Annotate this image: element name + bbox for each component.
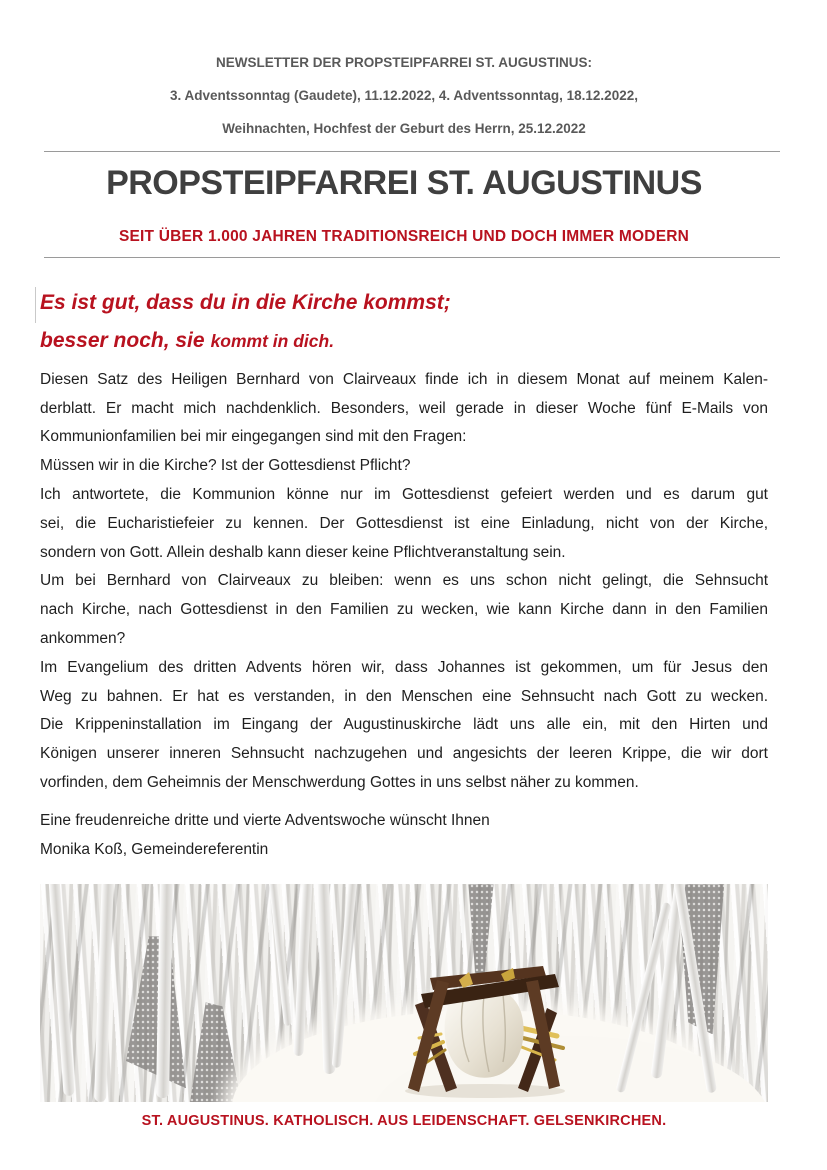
- divider-top: [44, 151, 780, 152]
- page-subtitle: SEIT ÜBER 1.000 JAHREN TRADITIONSREICH UND DOCH IMMER MODERN: [118, 227, 690, 245]
- body-line: ankommen?: [40, 629, 126, 647]
- body-line: Diesen Satz des Heiligen Bernhard von Clairveaux finde ich in diesem Monat auf meinem Kalen-: [40, 370, 768, 388]
- quote-line-1: Es ist gut, dass du in die Kirche kommst;: [40, 290, 451, 314]
- quote-line-2-large: besser noch, sie: [40, 328, 205, 352]
- body-line: Die Krippeninstallation im Eingang der Augustinuskirche lädt uns alle ein, mit den Hirten und: [40, 716, 768, 734]
- body-line: Monika Koß, Gemeindereferentin: [40, 840, 269, 858]
- text-frame-edge: [35, 287, 36, 323]
- body-text: [40, 366, 768, 865]
- body-line: nach Kirche, nach Gottesdienst in den Familien zu wecken, wie kann Kirche dann in den Familien: [40, 601, 768, 619]
- quote-block: [40, 284, 768, 360]
- wooden-manger: [385, 950, 585, 1100]
- glass-rod: [94, 884, 114, 1102]
- newsletter-header: [40, 0, 768, 145]
- body-line: vorfinden, dem Geheimnis der Menschwerdung Gottes in uns selbst näher zu kommen.: [40, 773, 639, 791]
- header-line-2: 3. Adventssonntag (Gaudete), 11.12.2022, 4. Adventssonntag, 18.12.2022,: [170, 88, 638, 103]
- footer-slogan: ST. AUGUSTINUS. KATHOLISCH. AUS LEIDENSCHAFT. GELSENKIRCHEN.: [141, 1113, 667, 1130]
- body-line: Kommunionfamilien bei mir eingegangen sind mit den Fragen:: [40, 428, 467, 446]
- krippe-photo: [40, 884, 768, 1102]
- body-line: derblatt. Er macht mich nachdenklich. Besonders, weil gerade in dieser Woche fünf E-Mails von: [40, 399, 768, 417]
- body-line: Müssen wir in die Kirche? Ist der Gottesdienst Pflicht?: [40, 457, 411, 475]
- glass-rod: [293, 884, 313, 1056]
- body-line: Im Evangelium des dritten Advents hören wir, dass Johannes ist gekommen, um für Jesus den: [40, 658, 768, 676]
- quote-line-2: [40, 322, 768, 360]
- header-line-1: NEWSLETTER DER PROPSTEIPFARREI ST. AUGUSTINUS:: [215, 55, 593, 70]
- glass-rod: [48, 884, 74, 1096]
- body-line: Königen unserer inneren Sehnsucht nachzugehen und angesichts der leeren Krippe, die wir dort: [40, 745, 768, 763]
- divider-bottom: [44, 257, 780, 258]
- quote-line-2-small: kommt in dich.: [210, 330, 335, 351]
- body-line: sondern von Gott. Allein deshalb kann dieser keine Pflichtveranstaltung sein.: [40, 543, 566, 561]
- header-line-3: Weihnachten, Hochfest der Geburt des Herrn, 25.12.2022: [222, 121, 586, 136]
- body-line: sei, die Eucharistiefeier zu kennen. Der Gottesdienst ist eine Einladung, nicht von der Kirche,: [40, 514, 768, 532]
- page-title: PROPSTEIPFARREI ST. AUGUSTINUS: [106, 164, 702, 202]
- glass-rod: [268, 884, 292, 1026]
- body-line: Um bei Bernhard von Clairveaux zu bleiben: wenn es uns schon nicht gelingt, die Sehnsucht: [40, 572, 768, 590]
- body-line: Eine freudenreiche dritte und vierte Adventswoche wünscht Ihnen: [40, 811, 490, 829]
- body-line: Weg zu bahnen. Er hat es verstanden, in den Menschen eine Sehnsucht nach Gott zu wecken.: [40, 687, 768, 705]
- body-line: Ich antwortete, die Kommunion könne nur im Gottesdienst gefeiert werden und es darum gut: [40, 485, 768, 503]
